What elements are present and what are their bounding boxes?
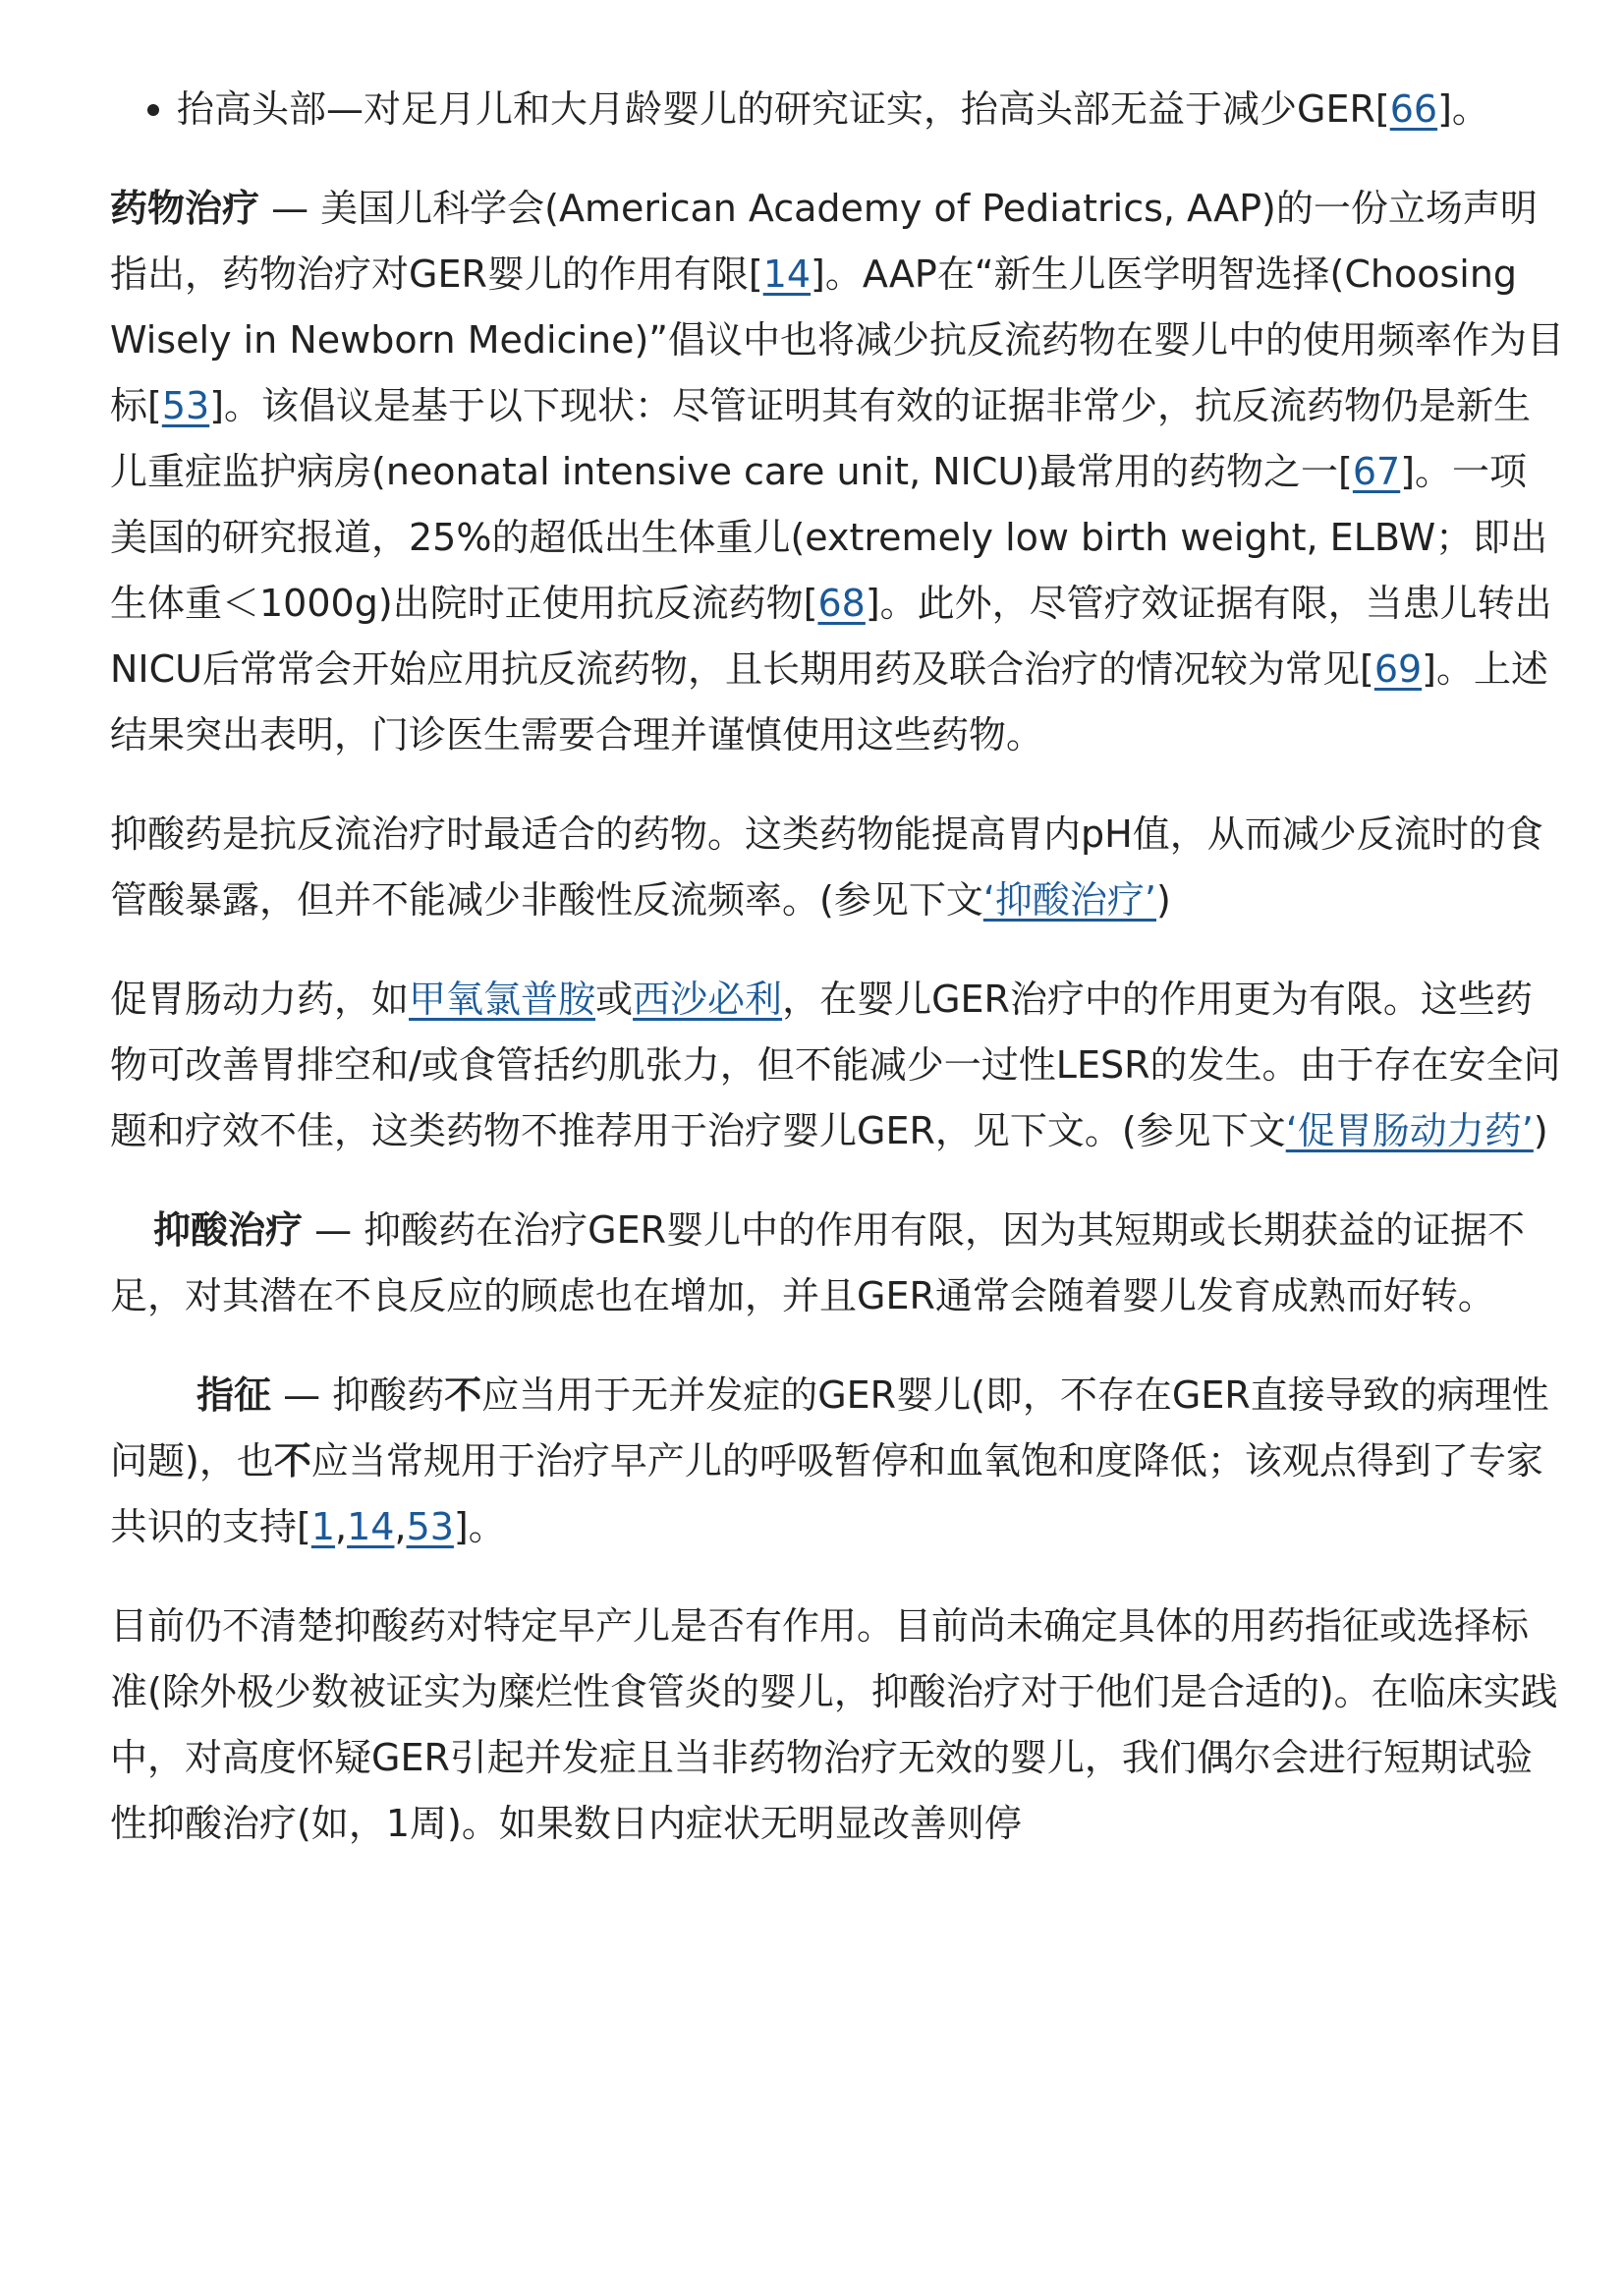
drug-link-cisapride[interactable]: 西沙必利 (633, 978, 783, 1021)
section-link-acid-therapy[interactable]: ‘抑酸治疗’ (982, 878, 1156, 922)
section-heading-drug-therapy: 药物治疗 (110, 187, 260, 230)
drug-link-metoclopramide[interactable]: 甲氧氯普胺 (409, 978, 596, 1021)
paragraph-text: 应当用于无并发症的GER婴儿(即，不存在GER直接导致的病理性问题)，也 (110, 1373, 1549, 1483)
bullet-text-tail: ]。 (1437, 87, 1489, 131)
paragraph-text: ，在婴儿GER治疗中的作用更为有限。这些药物可改善胃排空和/或食管括约肌张力，但不能减少一过性LESR的发生。由于存在安全问题和疗效不佳，这类药物不推荐用于治疗婴儿GER，见下文。(参见下文 (110, 978, 1561, 1152)
reference-link[interactable]: 1 (310, 1505, 336, 1548)
list-item (110, 77, 1564, 142)
paragraph-text: ]。该倡议是基于以下现状：尽管证明其有效的证据非常少，抗反流药物仍是新生儿重症监护病房(neonatal intensive care unit, NICU)最常用的药物之一[ (110, 384, 1532, 493)
paragraph-text: — 抑酸药 (271, 1373, 445, 1417)
bullet-icon (147, 104, 159, 116)
section-heading-acid-therapy: 抑酸治疗 (153, 1208, 304, 1252)
section-link-prokinetics[interactable]: ‘促胃肠动力药’ (1285, 1109, 1534, 1152)
paragraph-text: — 抑酸药在治疗GER婴儿中的作用有限，因为其短期或长期获益的证据不足，对其潜在不良反应的顾虑也在增加，并且GER通常会随着婴儿发育成熟而好转。 (110, 1208, 1526, 1317)
reference-link[interactable]: 53 (161, 384, 210, 427)
bullet-text: 抬高头部—对足月儿和大月龄婴儿的研究证实，抬高头部无益于减少GER[ (177, 87, 1390, 131)
paragraph-text: ) (1156, 878, 1171, 922)
paragraph-text: 或 (595, 978, 634, 1021)
emphasis-not: 不 (444, 1373, 482, 1417)
paragraph-text: ) (1533, 1109, 1548, 1152)
paragraph-indications (110, 1363, 1564, 1560)
paragraph-unclear-role (110, 1594, 1564, 1857)
reference-link[interactable]: 69 (1373, 647, 1423, 691)
emphasis-not: 不 (273, 1439, 311, 1483)
paragraph-text: 促胃肠动力药，如 (110, 978, 410, 1021)
paragraph-text: ]。 (453, 1505, 506, 1548)
reference-link[interactable]: 14 (347, 1505, 395, 1548)
section-heading-indications: 指征 (196, 1373, 272, 1417)
article-body (110, 77, 1564, 1890)
paragraph-text: ]。AAP在“新生儿医学明智选择(Choosing Wisely in Newborn Medicine)”倡议中也将减少抗反流药物在婴儿中的使用频率作为目标[ (110, 252, 1564, 427)
paragraph-drug-therapy (110, 176, 1564, 768)
reference-link[interactable]: 68 (817, 582, 866, 625)
reference-link[interactable]: 66 (1389, 87, 1438, 131)
paragraph-acid-therapy (110, 1198, 1564, 1329)
reference-separator: , (394, 1505, 407, 1548)
bullet-list (110, 77, 1564, 142)
reference-link[interactable]: 53 (406, 1505, 454, 1548)
paragraph-text: 应当常规用于治疗早产儿的呼吸暂停和血氧饱和度降低；该观点得到了专家共识的支持[ (110, 1439, 1543, 1548)
paragraph-acid-suppressants (110, 802, 1564, 933)
paragraph-text: ]。一项美国的研究报道，25%的超低出生体重儿(extremely low birth weight, ELBW；即出生体重＜1000g)出院时正使用抗反流药物[ (110, 450, 1548, 625)
paragraph-prokinetics (110, 967, 1564, 1164)
paragraph-text: — 美国儿科学会(American Academy of Pediatrics, AAP)的一份立场声明指出，药物治疗对GER婴儿的作用有限[ (110, 187, 1538, 296)
reference-link[interactable]: 14 (762, 252, 812, 296)
reference-link[interactable]: 67 (1352, 450, 1401, 493)
paragraph-text: ]。此外，尽管疗效证据有限，当患儿转出NICU后常常会开始应用抗反流药物，且长期用药及联合治疗的情况较为常见[ (110, 582, 1552, 691)
reference-separator: , (335, 1505, 348, 1548)
paragraph-text: 目前仍不清楚抑酸药对特定早产儿是否有作用。目前尚未确定具体的用药指征或选择标准(除外极少数被证实为糜烂性食管炎的婴儿，抑酸治疗对于他们是合适的)。在临床实践中，对高度怀疑GER引起并发症且当非药物治疗无效的婴儿，我们偶尔会进行短期试验性抑酸治疗(如，1周)。如果数日内症状无明显改善则停 (110, 1604, 1558, 1845)
paragraph-text: ]。上述结果突出表明，门诊医生需要合理并谨慎使用这些药物。 (110, 647, 1548, 756)
paragraph-text: 抑酸药是抗反流治疗时最适合的药物。这类药物能提高胃内pH值，从而减少反流时的食管酸暴露，但并不能减少非酸性反流频率。(参见下文 (110, 812, 1543, 922)
